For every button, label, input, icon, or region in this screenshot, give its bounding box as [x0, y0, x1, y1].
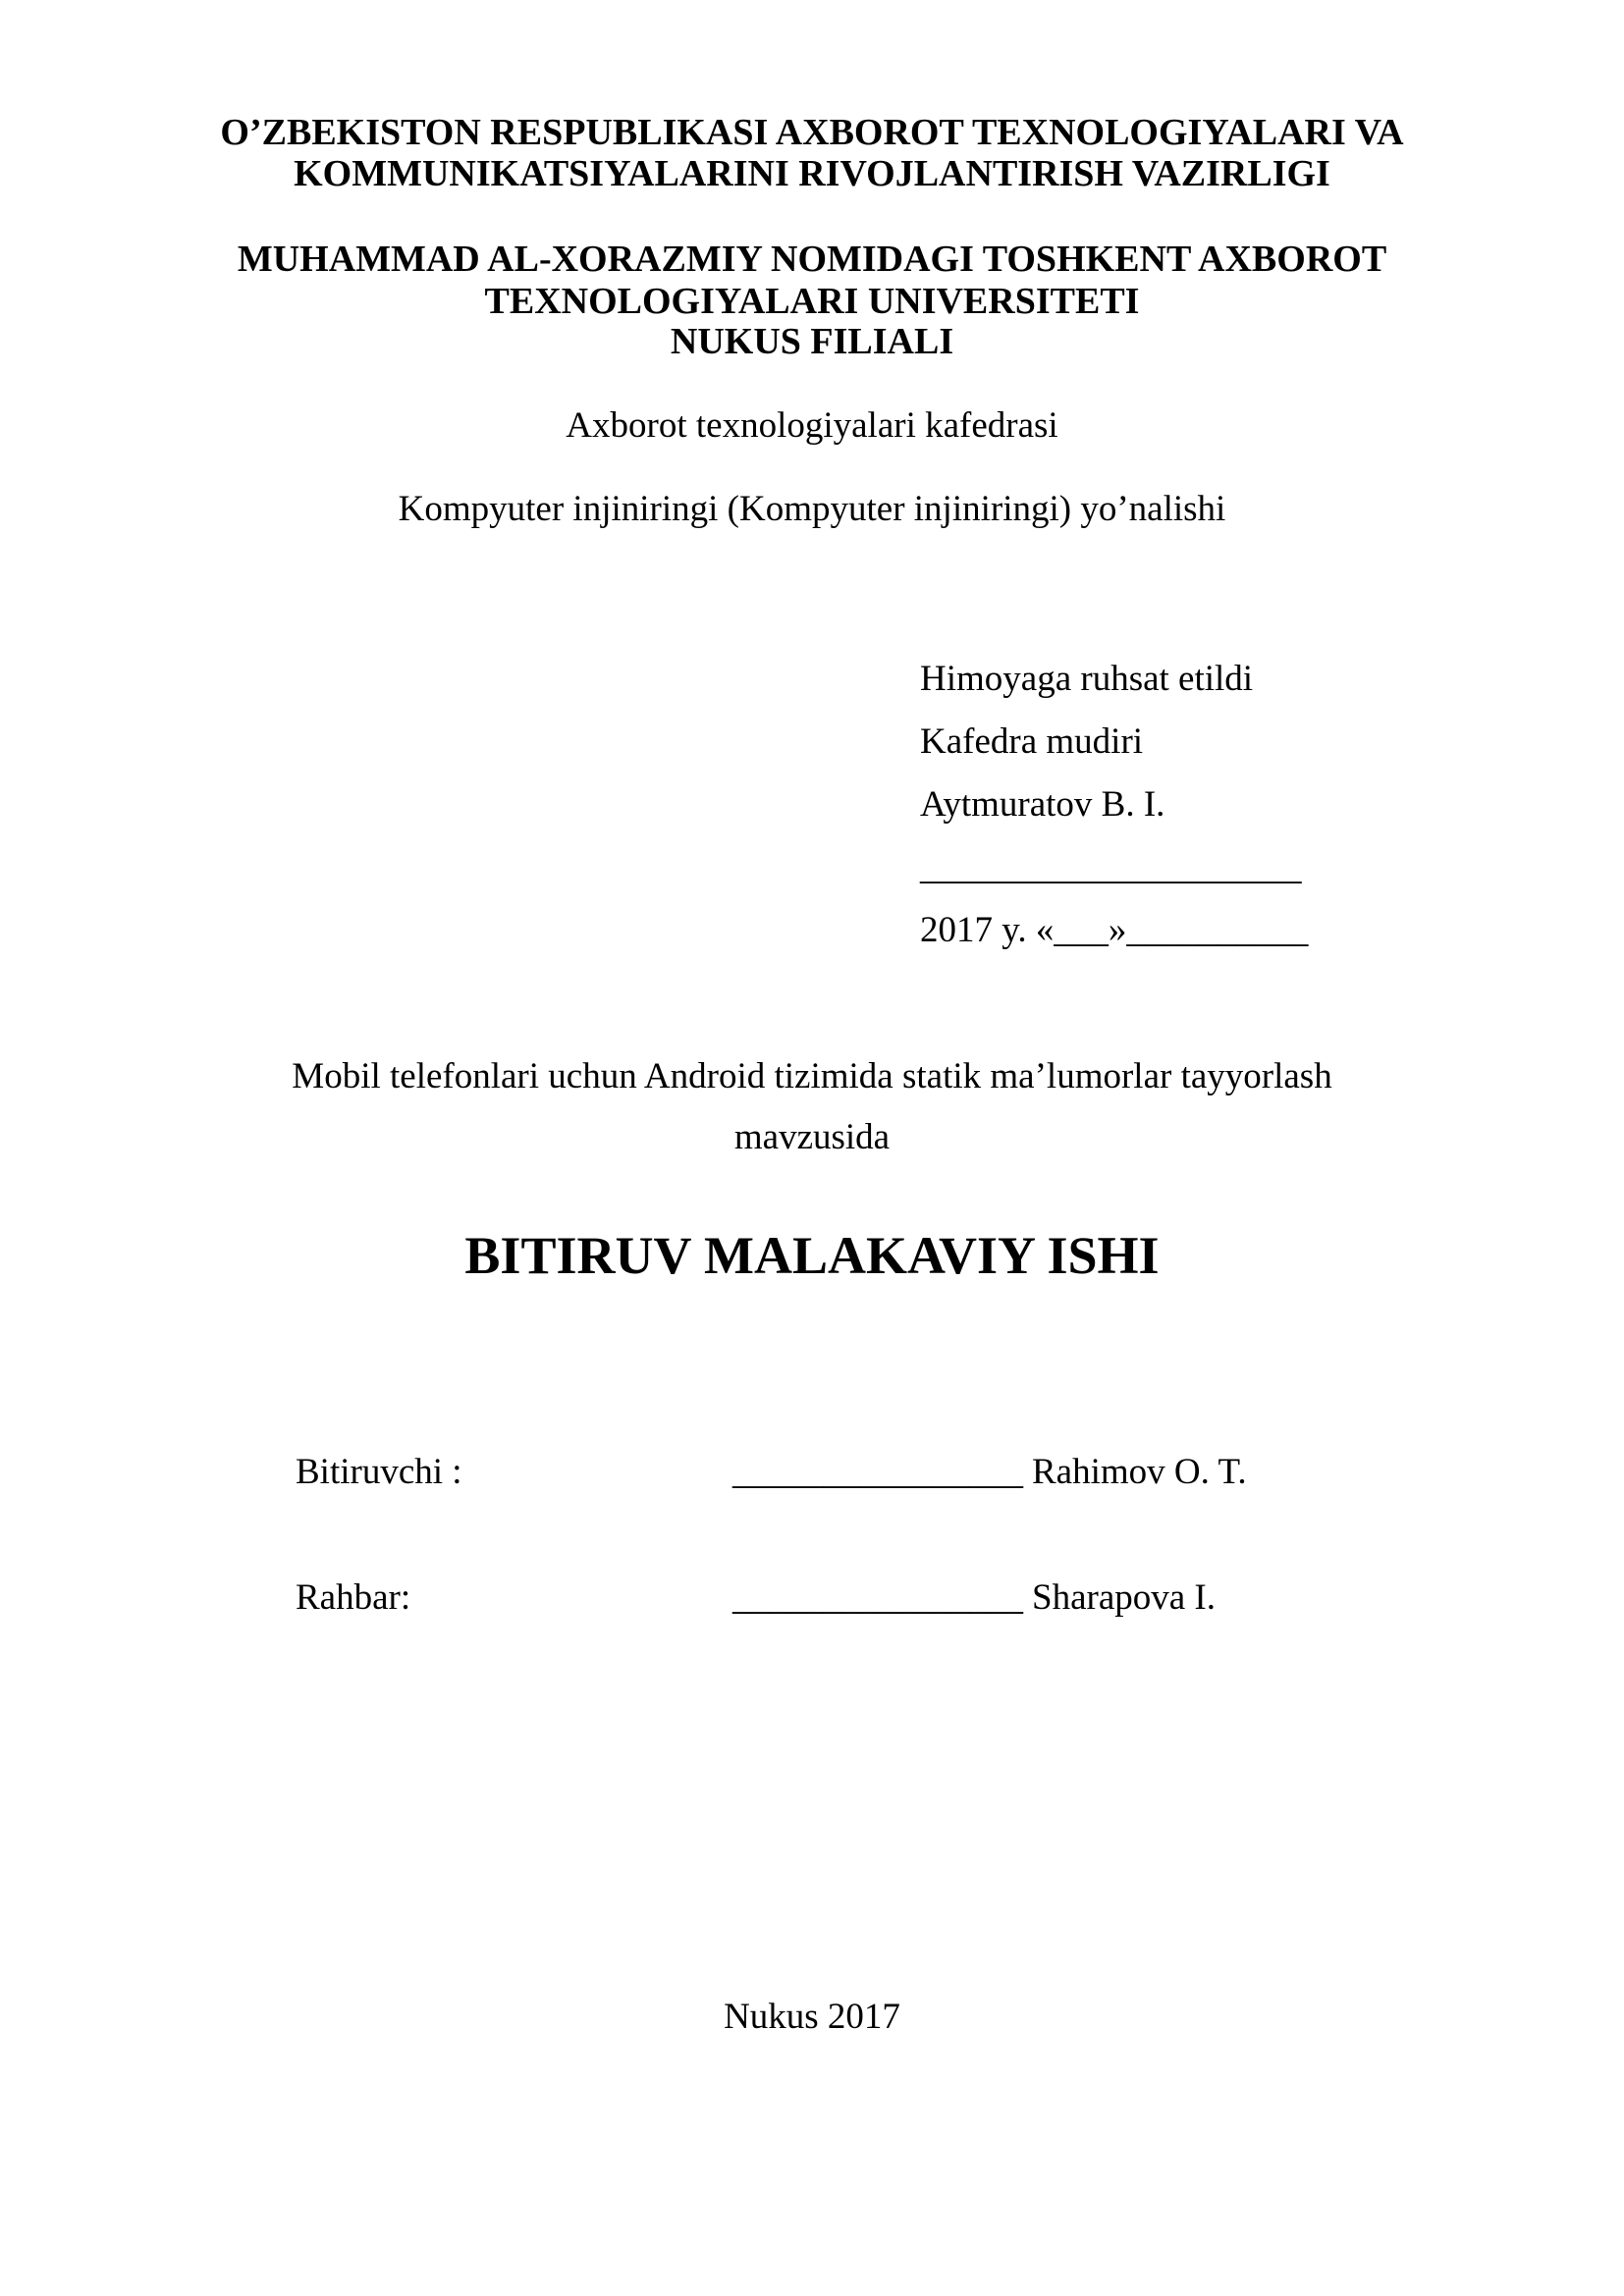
- topic-line-2: mavzusida: [733, 1117, 891, 1157]
- approval-name: Aytmuratov B. I.: [920, 784, 1165, 825]
- graduate-role-label: Bitiruvchi :: [296, 1452, 462, 1492]
- department-name: Axborot texnologiyalari kafedrasi: [566, 405, 1058, 446]
- university-branch: NUKUS FILIALI: [670, 321, 954, 362]
- place-and-year: Nukus 2017: [724, 1997, 900, 2037]
- university-line-1: MUHAMMAD AL-XORAZMIY NOMIDAGI TOSHKENT AXBOROT: [237, 239, 1387, 280]
- approval-date-line: 2017 y. «___»__________: [920, 910, 1309, 950]
- graduate-signature-line: ________________: [732, 1452, 1023, 1492]
- supervisor-name: Sharapova I.: [1032, 1577, 1216, 1618]
- university-line-2: TEXNOLOGIYALARI UNIVERSITETI: [484, 281, 1140, 322]
- supervisor-signature-line: ________________: [732, 1577, 1023, 1618]
- approval-permission: Himoyaga ruhsat etildi: [920, 659, 1254, 699]
- ministry-line-2: KOMMUNIKATSIYALARINI RIVOJLANTIRISH VAZIRLIGI: [294, 153, 1330, 194]
- study-direction: Kompyuter injiniringi (Kompyuter injiniringi) yo’nalishi: [398, 489, 1226, 529]
- supervisor-signature: [732, 1576, 1216, 1620]
- approval-signature-line: _____________________: [920, 847, 1302, 887]
- graduate-name: Rahimov O. T.: [1032, 1452, 1247, 1492]
- document-title: BITIRUV MALAKAVIY ISHI: [464, 1226, 1160, 1285]
- graduate-signature: [732, 1451, 1247, 1494]
- approval-position: Kafedra mudiri: [920, 721, 1144, 762]
- topic-line-1: Mobil telefonlari uchun Android tizimida statik ma’lumorlar tayyorlash: [292, 1056, 1332, 1096]
- ministry-line-1: O’ZBEKISTON RESPUBLIKASI AXBOROT TEXNOLOGIYALARI VA: [220, 112, 1404, 153]
- supervisor-role-label: Rahbar:: [296, 1577, 411, 1618]
